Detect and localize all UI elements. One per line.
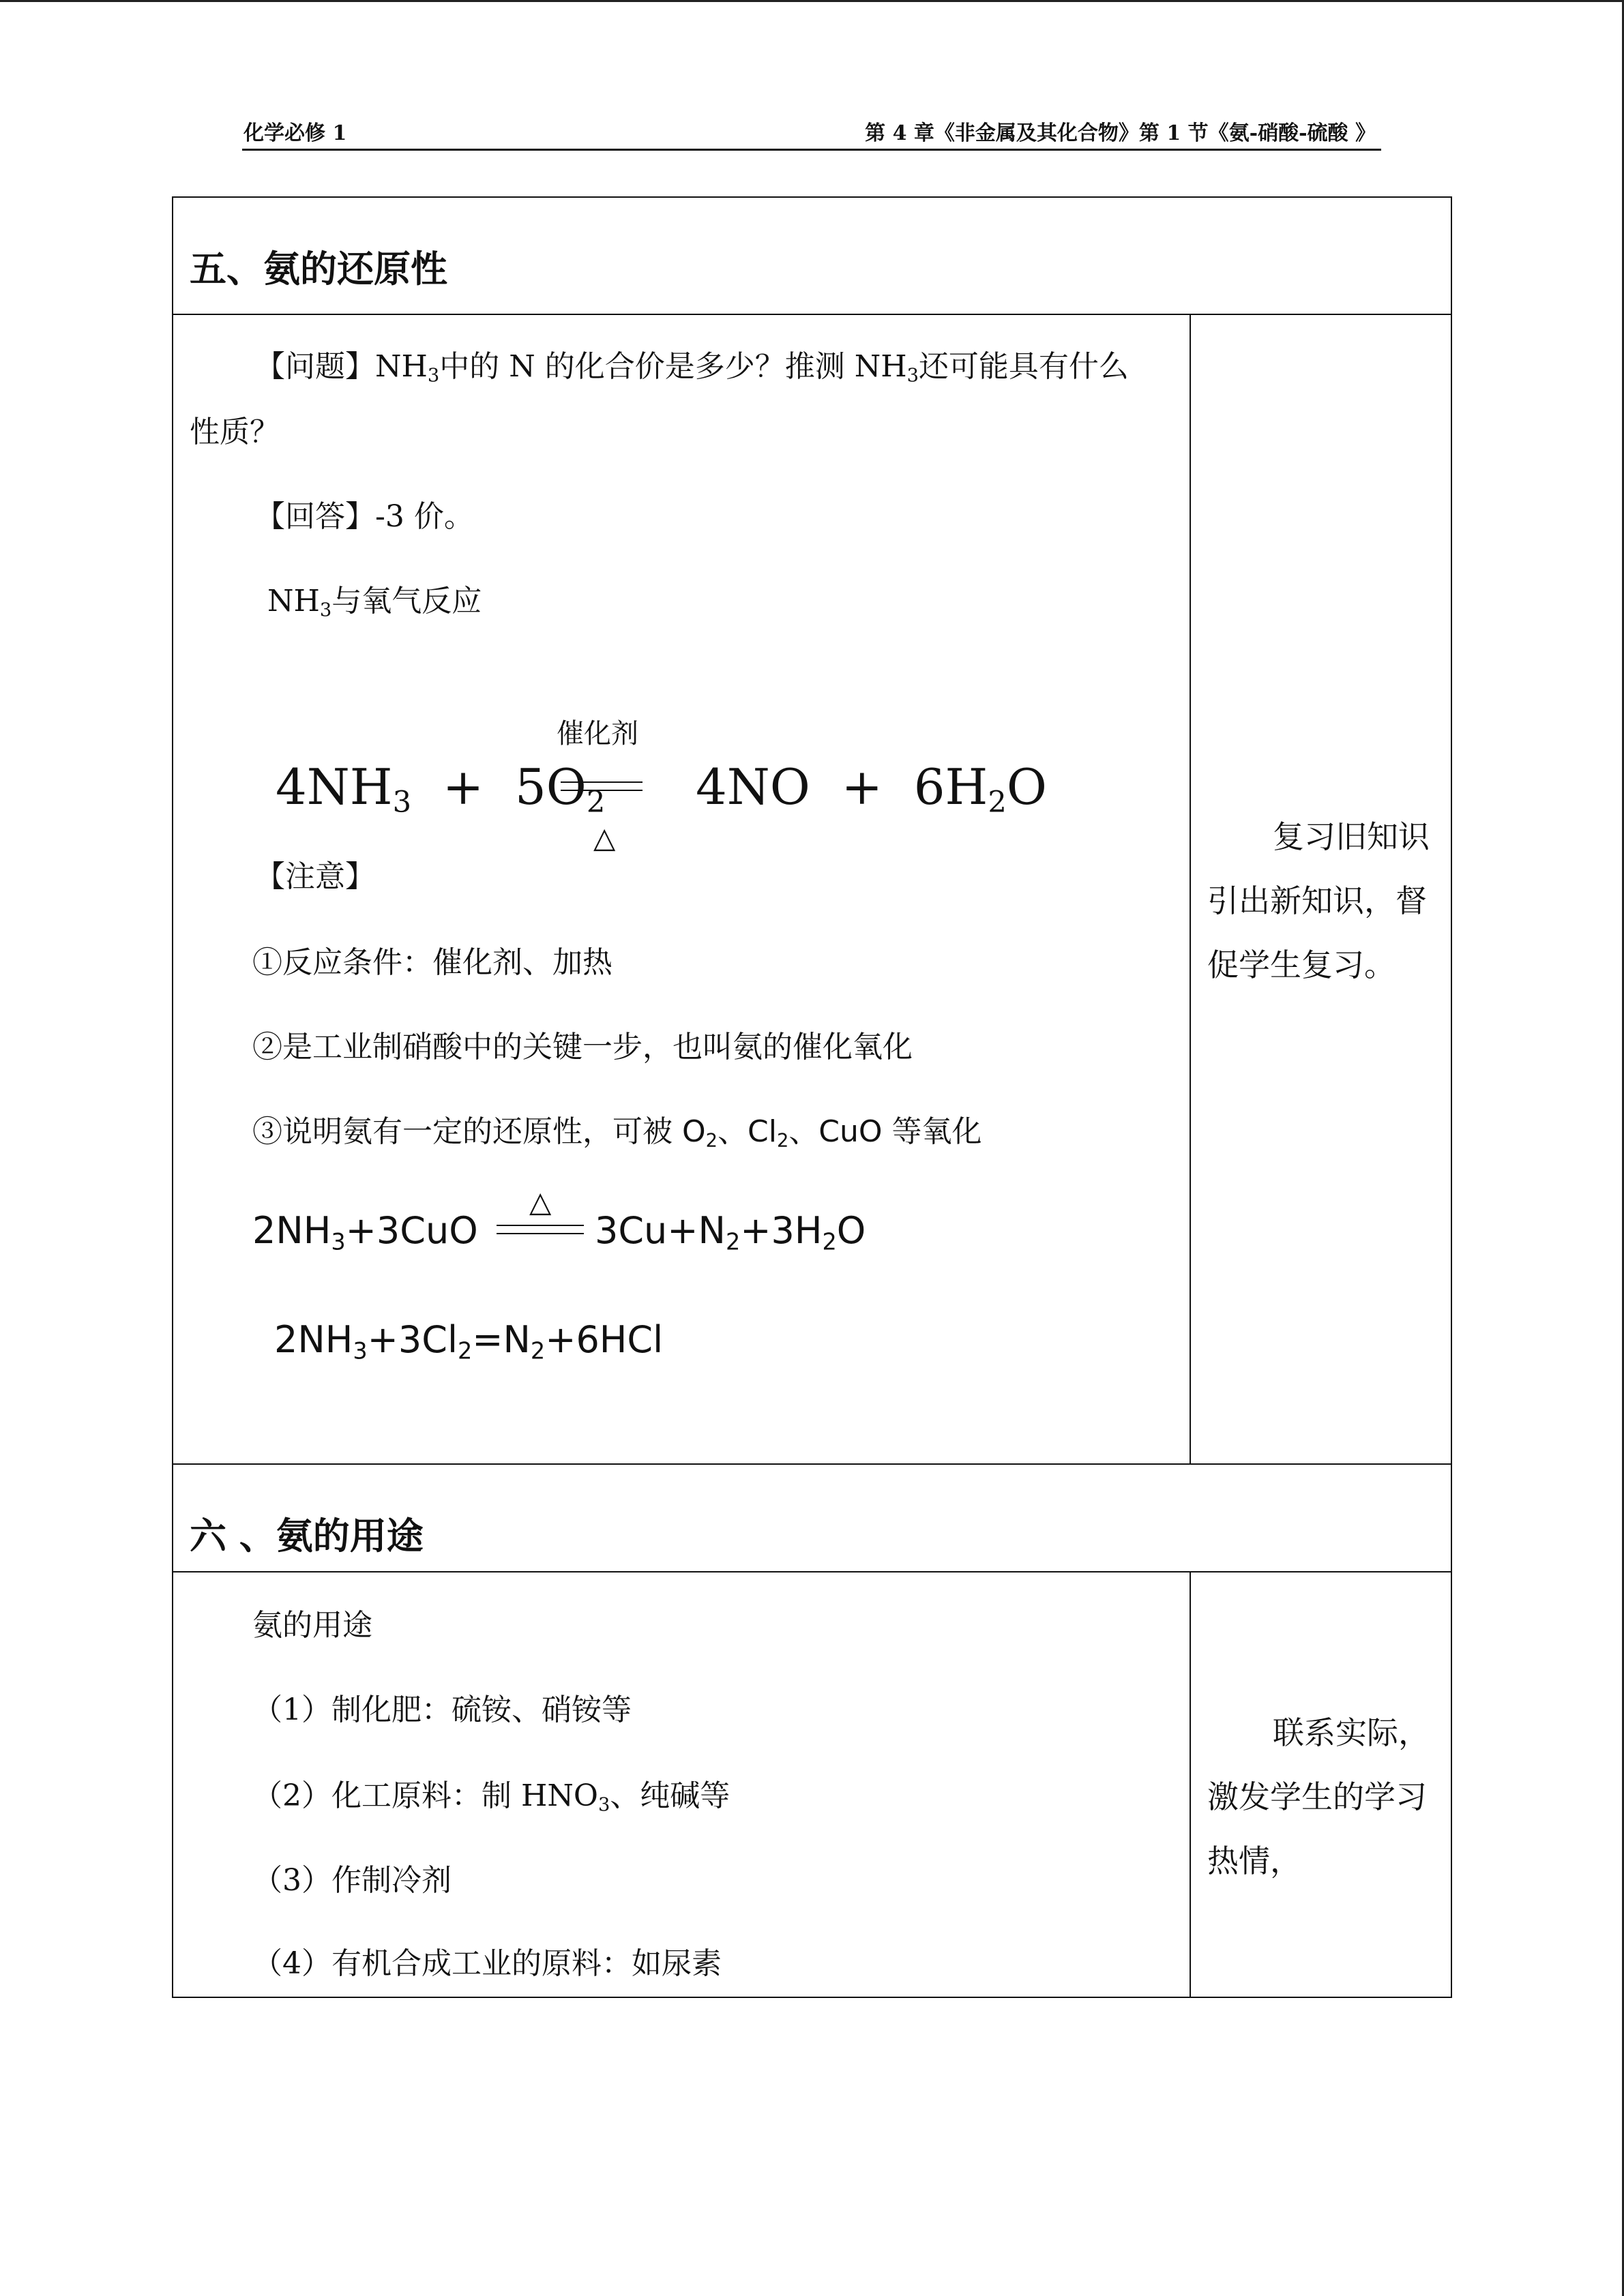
section6-side-note: 联系实际，激发学生的学习热情， bbox=[1207, 1714, 1430, 1879]
answer-line: 【回答】-3 价。 bbox=[255, 499, 474, 534]
equation1-products: $4NO + 6H_2O$ bbox=[696, 758, 1047, 820]
equation2-right: $3Cu+N_2+3H_2O$ bbox=[595, 1209, 866, 1255]
equation2-left: $2NH_3+3CuO$ bbox=[252, 1209, 478, 1255]
use-item-4: （4）有机合成工业的原料：如尿素 bbox=[252, 1946, 722, 1981]
section5-column-divider bbox=[1190, 314, 1191, 1465]
use-item-3: （3）作制冷剂 bbox=[252, 1863, 452, 1898]
equation2-heat-symbol: △ bbox=[529, 1185, 552, 1219]
use-item-2: （2）化工原料：制 $HNO_3$、纯碱等 bbox=[252, 1778, 730, 1816]
section6-title: 六 、氨的用途 bbox=[190, 1514, 424, 1557]
equation3: $2NH_3+3Cl_2=N_2+6HCl$ bbox=[274, 1318, 664, 1365]
uses-heading: 氨的用途 bbox=[252, 1608, 372, 1643]
equation1-reactants: $4NH_3 + 5O_2$ bbox=[276, 758, 606, 820]
answer-label: 【回答】 bbox=[255, 499, 375, 534]
section5-title: 五、氨的还原性 bbox=[190, 247, 447, 290]
section5-side-note: 复习旧知识引出新知识，督促学生复习。 bbox=[1207, 818, 1430, 983]
section6-column-divider bbox=[1190, 1571, 1191, 1998]
page-border-top bbox=[0, 0, 1624, 2]
catalyst-label: 催化剂 bbox=[557, 718, 638, 749]
equation2-reaction-sign bbox=[497, 1225, 584, 1234]
note-1: ①反应条件：催化剂、加热 bbox=[252, 945, 612, 980]
question-label: 【问题】 bbox=[255, 349, 375, 384]
header-course: 化学必修 1 bbox=[243, 121, 347, 145]
note-3: ③说明氨有一定的还原性，可被 $O_2$、$Cl_2$、CuO 等氧化 bbox=[252, 1114, 982, 1152]
note-2: ②是工业制硝酸中的关键一步，也叫氨的催化氧化 bbox=[252, 1030, 913, 1064]
page-header bbox=[242, 115, 1381, 151]
reaction-intro: $NH_3$与氧气反应 bbox=[267, 584, 482, 621]
question-line2: 性质？ bbox=[190, 415, 280, 449]
header-chapter: 第 4 章《非金属及其化合物》第 1 节《氨-硝酸-硫酸 》 bbox=[865, 121, 1376, 145]
note-label: 【注意】 bbox=[255, 859, 375, 894]
use-item-1: （1）制化肥：硫铵、硝铵等 bbox=[252, 1693, 632, 1727]
equation1-reaction-sign bbox=[561, 781, 643, 791]
question-line1: 【问题】$NH_3$中的 N 的化合价是多少？推测 $NH_3$还可能具有什么 bbox=[255, 349, 1129, 387]
heat-symbol: △ bbox=[593, 821, 616, 854]
